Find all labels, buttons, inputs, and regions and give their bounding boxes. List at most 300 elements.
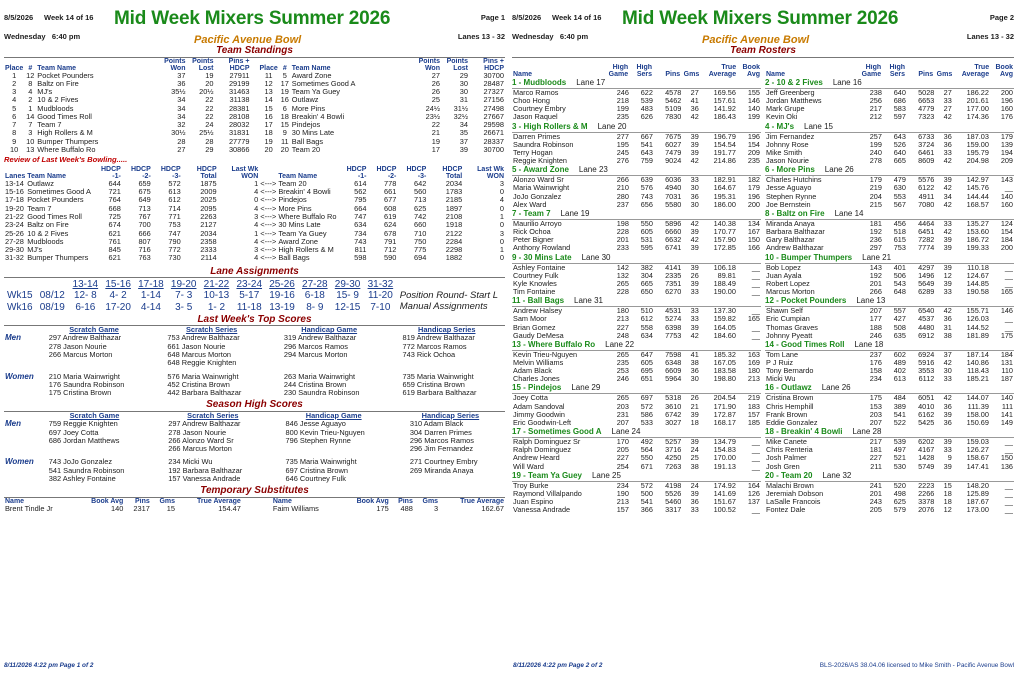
standings-col-header: Points Won xyxy=(418,57,440,72)
team-header xyxy=(512,210,761,220)
lane-prefix: Lane xyxy=(822,470,841,480)
roster-cell: 241 xyxy=(869,481,882,490)
score-group-label: Men xyxy=(5,420,21,429)
standings-cell: 30 xyxy=(459,79,468,88)
roster-cell: 253 xyxy=(616,367,629,376)
roster-cell: 520 xyxy=(893,481,906,490)
roster-cell: 26 xyxy=(690,394,699,403)
roster-cell: 215 xyxy=(869,200,882,209)
roster-cell: Darren Primes xyxy=(513,132,561,141)
roster-cell: 753 xyxy=(893,244,906,253)
roster-cell: 227 xyxy=(869,454,882,463)
standings-cell: Breakin' 4 Bowli xyxy=(291,112,345,121)
roster-table xyxy=(765,482,1014,515)
standings-cell: 8 xyxy=(12,129,17,138)
last-week-scores xyxy=(4,326,505,397)
score-entry: 296 Marcos Ramos xyxy=(409,436,474,445)
lanes-range: Lanes 13 - 32 xyxy=(966,32,1014,41)
roster-cell: __ xyxy=(751,446,760,455)
review-cell: 771 xyxy=(168,212,181,221)
roster-cell: 21 xyxy=(690,402,699,411)
score-entry: 192 Barbara Balthazar xyxy=(168,466,243,475)
roster-cell: 27 xyxy=(690,88,699,97)
standings-row xyxy=(259,138,506,146)
roster-row xyxy=(512,176,761,184)
subs-header-row xyxy=(4,498,505,505)
roster-cell: 651 xyxy=(640,375,653,384)
roster-cell: Tom Lane xyxy=(766,350,799,359)
team-header xyxy=(512,79,761,89)
rosters-right-column xyxy=(765,64,1014,514)
rosters-left-column xyxy=(512,64,761,514)
roster-cell: 144.07 xyxy=(966,394,989,403)
roster-cell: 5649 xyxy=(918,279,935,288)
review-row xyxy=(4,180,505,188)
roster-row xyxy=(765,359,1014,367)
roster-cell: 6733 xyxy=(918,132,935,141)
review-row xyxy=(4,246,505,254)
roster-cell: Jason Raquel xyxy=(513,113,558,122)
review-cell: 2333 xyxy=(200,246,217,255)
review-cell: <---> xyxy=(260,237,277,246)
roster-cell: 195.31 xyxy=(713,192,736,201)
roster-table xyxy=(512,89,761,122)
roster-cell: 144.52 xyxy=(966,323,989,332)
roster-cell: 141.92 xyxy=(713,105,736,114)
lane-pair-header: 17-18 xyxy=(138,279,164,291)
roster-cell: __ xyxy=(751,288,760,297)
roster-cell: 124 xyxy=(1000,219,1013,228)
roster-cell: 6348 xyxy=(665,358,682,367)
standings-cell: 13 xyxy=(264,88,273,97)
standings-cell: 20 xyxy=(280,146,289,155)
roster-cell: 18 xyxy=(690,418,699,427)
subs-col-header: Book Avg xyxy=(91,497,124,505)
roster-cell: 211 xyxy=(870,462,882,471)
review-cell: 2114 xyxy=(200,254,217,263)
review-cell: 4 xyxy=(254,204,259,213)
roster-cell: __ xyxy=(751,462,760,471)
score-entry: 686 Jordan Matthews xyxy=(48,436,120,445)
roster-cell: 5964 xyxy=(665,375,682,384)
roster-cell: 526 xyxy=(893,140,906,149)
roster-cell: 9024 xyxy=(665,157,682,166)
roster-cell: Mark Grupe xyxy=(766,105,805,114)
score-entry xyxy=(272,445,396,453)
roster-row xyxy=(765,264,1014,272)
roster-cell: Ralph Dominguez xyxy=(513,446,572,455)
roster-cell: 743 xyxy=(640,192,653,201)
score-row xyxy=(4,351,505,359)
roster-cell: 190.58 xyxy=(966,288,989,297)
review-col-header: HDCP -2- xyxy=(130,165,151,180)
score-entry: 176 Saundra Robinson xyxy=(48,380,125,389)
roster-cell: 165 xyxy=(747,315,760,324)
roster-cell: 164 xyxy=(747,481,760,490)
roster-row xyxy=(512,324,761,332)
standings-cell: Team 20 xyxy=(291,146,321,155)
standings-cell: 4 xyxy=(28,88,33,97)
standings-cell: 26 xyxy=(431,88,440,97)
roster-cell: Raymond Villalpando xyxy=(513,489,582,498)
roster-cell: 650 xyxy=(640,288,653,297)
roster-cell: __ xyxy=(1004,279,1013,288)
team-name: 11 - Ball Bags xyxy=(512,296,565,306)
score-entry: 297 Andrew Balthazar xyxy=(48,334,122,343)
standings-cell: 30700 xyxy=(483,71,504,80)
standings-cell: 9 xyxy=(282,129,287,138)
roster-cell: __ xyxy=(751,506,760,515)
score-entry: 297 Andrew Balthazar xyxy=(168,420,241,429)
roster-cell: 125.89 xyxy=(966,489,989,498)
team-lane xyxy=(822,471,851,480)
review-cell: 2298 xyxy=(445,246,463,255)
lane-number: 19 xyxy=(580,208,590,218)
score-col-header: Scratch Game xyxy=(69,326,119,335)
review-cell: <---> xyxy=(260,188,277,197)
standings-cell: 19 xyxy=(280,88,289,97)
review-cell: 31-32 xyxy=(5,254,24,263)
roster-cell: 7080 xyxy=(918,200,935,209)
roster-table xyxy=(512,133,761,166)
team-lane xyxy=(576,78,605,87)
standings-cell: 28032 xyxy=(228,121,250,130)
roster-cell: Brian Gomez xyxy=(513,323,556,332)
roster-table xyxy=(512,307,761,340)
roster-cell: Andrew Balthazar xyxy=(766,244,824,253)
lane-number: 13 xyxy=(876,296,886,306)
lane-prefix: Lane xyxy=(824,165,843,175)
page-2 xyxy=(509,0,1018,681)
roster-cell: 187.67 xyxy=(966,498,989,507)
team-name: 10 - Bumper Thumpers xyxy=(765,252,853,262)
standings-cell: 21 xyxy=(431,129,440,138)
standings-row xyxy=(259,105,506,113)
roster-cell: Sam Moor xyxy=(513,315,547,324)
roster-cell: 382 xyxy=(640,263,653,272)
score-row xyxy=(4,389,505,397)
venue-name: Pacific Avenue Bowl xyxy=(702,34,810,46)
lane-pair-header: 19-20 xyxy=(170,279,197,291)
standings-cell: 1 xyxy=(12,71,17,80)
roster-row xyxy=(512,506,761,514)
standings-cell: 30 Mins Late xyxy=(291,129,335,138)
score-entry: 697 Cristina Brown xyxy=(285,466,348,475)
roster-cell: LaSalle Francois xyxy=(766,498,821,507)
roster-row xyxy=(765,419,1014,427)
lane-pair: 7- 3 xyxy=(175,290,193,302)
last-week-title: Last Week's Top Scores xyxy=(4,314,505,327)
roster-cell: 140.38 xyxy=(713,219,736,228)
roster-cell: 500 xyxy=(640,489,653,498)
roster-cell: Eric Goodwin-Left xyxy=(513,418,571,427)
standings-cell: Team Ya Guey xyxy=(291,88,340,97)
roster-cell: 553 xyxy=(893,192,906,201)
lane-pair-header: 29-30 xyxy=(334,279,361,291)
roster-cell: 188 xyxy=(869,323,882,332)
lane-prefix: Lane xyxy=(854,339,873,349)
score-entry: 175 Cristina Brown xyxy=(48,389,112,398)
roster-cell: 6036 xyxy=(665,176,682,185)
team-lane xyxy=(833,78,862,87)
roster-cell: 686 xyxy=(893,97,906,106)
standings-cell: 34 xyxy=(177,104,186,113)
roster-cell: 36 xyxy=(943,418,952,427)
roster-row xyxy=(765,236,1014,244)
roster-cell: 4167 xyxy=(918,446,935,455)
lane-pair: 13-19 xyxy=(269,301,295,313)
roster-cell: 278 xyxy=(869,157,882,166)
score-col-header: Scratch Series xyxy=(187,411,239,420)
score-group-label: Men xyxy=(5,334,21,343)
standings-cell: 12 xyxy=(264,79,273,88)
roster-cell: 2076 xyxy=(918,506,935,515)
roster-cell: 4578 xyxy=(665,88,682,97)
roster-cell: 5318 xyxy=(665,394,682,403)
roster-cell: 187.14 xyxy=(966,350,989,359)
standings-title: Team Standings xyxy=(4,45,505,58)
standings-cell: 34 xyxy=(459,121,468,130)
review-cell: Pocket Pounders xyxy=(27,196,84,205)
roster-header xyxy=(512,64,761,78)
standings-cell: 31138 xyxy=(229,96,250,105)
roster-cell: 235 xyxy=(616,358,629,367)
roster-cell: 564 xyxy=(640,446,653,455)
roster-cell: Jim Fernandez xyxy=(766,132,815,141)
score-row xyxy=(4,458,505,466)
roster-cell: 141 xyxy=(1000,410,1013,419)
roster-cell: 39 xyxy=(690,489,699,498)
roster-cell: P J Ruiz xyxy=(766,358,794,367)
team-name: 5 - Award Zone xyxy=(512,165,569,175)
team-header xyxy=(765,472,1014,482)
roster-cell: Maria Wainwright xyxy=(513,184,570,193)
standings-cell: 25 xyxy=(431,96,440,105)
roster-cell: 27 xyxy=(943,105,952,114)
roster-cell: 5109 xyxy=(665,105,682,114)
review-cell: 4 xyxy=(254,188,259,197)
standings-cell: 22 xyxy=(205,112,214,121)
standings-cell: 35½ xyxy=(171,88,186,97)
roster-cell: 277 xyxy=(616,132,629,141)
standings-row xyxy=(4,121,251,129)
roster-cell: 185.21 xyxy=(966,375,989,384)
roster-cell: 42 xyxy=(943,157,952,166)
roster-table xyxy=(765,264,1014,297)
lane-date: 08/12 xyxy=(39,290,65,302)
standings-cell: 28108 xyxy=(228,112,250,121)
roster-cell: 168.57 xyxy=(966,200,989,209)
score-col-header: Scratch Game xyxy=(69,411,120,420)
roster-cell: 146 xyxy=(1000,307,1013,316)
roster-cell: 39 xyxy=(690,410,699,419)
roster-row xyxy=(512,288,761,296)
roster-table xyxy=(512,351,761,384)
roster-row xyxy=(765,438,1014,446)
roster-cell: 38 xyxy=(943,331,952,340)
roster-cell: 89.81 xyxy=(717,271,736,280)
standings-cell: 27 xyxy=(177,146,186,155)
standings-cell: 19 xyxy=(205,71,214,80)
roster-cell: 159.00 xyxy=(966,140,989,149)
subs-title: Temporary Substitutes xyxy=(4,485,505,498)
roster-cell: 567 xyxy=(893,200,906,209)
standings-cell: 7 xyxy=(12,121,17,130)
roster-row xyxy=(765,141,1014,149)
roster-cell: 42 xyxy=(690,236,699,245)
roster-cell: 166 xyxy=(747,244,760,253)
roster-row xyxy=(765,463,1014,471)
roster-cell: 4141 xyxy=(665,263,682,272)
roster-cell: 518 xyxy=(893,228,906,237)
roster-cell: 5462 xyxy=(665,97,682,106)
lane-number: 26 xyxy=(844,165,854,175)
roster-col-header: High Game xyxy=(608,64,629,78)
roster-cell: 179 xyxy=(869,176,882,185)
review-cell: 2263 xyxy=(200,212,217,221)
standings-cell: 34 xyxy=(177,112,186,121)
score-entry: 304 Darren Primes xyxy=(409,428,472,437)
roster-cell: 6270 xyxy=(665,288,682,297)
review-cell: Team Ya Guey xyxy=(278,229,327,238)
standings-cell: 5 xyxy=(282,71,287,80)
roster-cell: 157.61 xyxy=(713,97,736,106)
roster-row xyxy=(512,332,761,340)
roster-cell: 204.98 xyxy=(966,157,989,166)
roster-row xyxy=(512,272,761,280)
roster-cell: 665 xyxy=(893,157,906,166)
team-header xyxy=(512,384,761,394)
roster-cell: Eric Cumpian xyxy=(766,315,810,324)
roster-cell: Marco Ramos xyxy=(513,88,559,97)
review-cell: 0 xyxy=(499,204,504,213)
team-name: 8 - Baltz on Fire xyxy=(765,208,825,218)
roster-cell: 389 xyxy=(893,402,906,411)
roster-cell: 583 xyxy=(893,105,906,114)
team-header xyxy=(765,254,1014,264)
team-name: 19 - Team Ya Guey xyxy=(512,470,582,480)
roster-cell: 671 xyxy=(640,462,653,471)
standings-cell: 30 xyxy=(459,88,468,97)
roster-cell: 131 xyxy=(1000,358,1013,367)
review-cell: 2108 xyxy=(445,212,463,221)
roster-cell: Charles Hutchins xyxy=(766,176,822,185)
roster-cell: 4250 xyxy=(665,454,682,463)
roster-cell: Jesse Aguayo xyxy=(766,184,812,193)
subs-spacer xyxy=(242,498,272,505)
roster-cell: 615 xyxy=(893,236,906,245)
roster-cell: 196 xyxy=(747,132,760,141)
roster-cell: 530 xyxy=(893,462,906,471)
roster-cell: Robert Lopez xyxy=(766,279,810,288)
standings-cell: 7 xyxy=(28,121,33,130)
roster-row xyxy=(512,394,761,402)
roster-row xyxy=(765,482,1014,490)
lane-header-row xyxy=(4,279,505,290)
standings-col-header: Pins + HDCP xyxy=(483,57,504,72)
roster-cell: 521 xyxy=(893,454,906,463)
review-cell: Ball Bags xyxy=(278,254,310,263)
score-row xyxy=(4,467,505,475)
score-entry: 735 Maria Wainwright xyxy=(402,372,474,381)
roster-cell: 173.00 xyxy=(966,506,989,515)
roster-cell: Kyle Knowles xyxy=(513,279,557,288)
roster-cell: 207 xyxy=(869,307,882,316)
review-cell: 2127 xyxy=(200,221,217,230)
roster-cell: 172.85 xyxy=(713,244,736,253)
review-cell: Mudbloods xyxy=(27,237,64,246)
review-cell: 572 xyxy=(168,179,181,188)
roster-cell: 626 xyxy=(640,113,653,122)
roster-cell: 174.92 xyxy=(713,481,736,490)
roster-row xyxy=(512,149,761,157)
roster-row xyxy=(512,97,761,105)
roster-cell: 145.76 xyxy=(966,184,989,193)
roster-cell: __ xyxy=(1004,481,1013,490)
roster-cell: 39 xyxy=(690,244,699,253)
roster-cell: 179 xyxy=(747,184,760,193)
lane-prefix: Lane xyxy=(862,252,880,262)
roster-row xyxy=(765,498,1014,506)
standings-cell: Pocket Pounders xyxy=(37,71,94,80)
review-cell: 761 xyxy=(108,237,121,246)
review-cell: Pindejos xyxy=(278,196,307,205)
roster-row xyxy=(512,280,761,288)
roster-cell: 42 xyxy=(943,228,952,237)
standings-cell: Sometimes Good A xyxy=(291,79,356,88)
league-title: Mid Week Mixers Summer 2026 xyxy=(114,8,391,29)
review-col-header: HDCP -1- xyxy=(101,165,121,180)
score-entry: 157 Vanessa Andrade xyxy=(168,474,241,483)
roster-cell: 26 xyxy=(690,271,699,280)
roster-cell: 665 xyxy=(640,279,653,288)
roster-cell: 5896 xyxy=(665,219,682,228)
roster-cell: 192 xyxy=(869,228,882,237)
lane-number: 32 xyxy=(842,470,852,480)
standings-col-header: # xyxy=(28,64,33,72)
venue-name: Pacific Avenue Bowl xyxy=(194,34,302,46)
roster-cell: 7479 xyxy=(665,148,682,157)
roster-cell: __ xyxy=(1004,184,1013,193)
team-header xyxy=(512,254,761,264)
review-cell: 660 xyxy=(413,221,427,230)
roster-cell: 5526 xyxy=(665,489,682,498)
roster-col-header: High Sers xyxy=(889,64,905,78)
league-title: Mid Week Mixers Summer 2026 xyxy=(622,8,899,29)
score-row xyxy=(4,475,505,483)
review-cell: 666 xyxy=(138,229,151,238)
roster-row xyxy=(512,411,761,419)
roster-row xyxy=(765,490,1014,498)
score-entry: 263 Maria Wainwright xyxy=(283,372,356,381)
standings-row xyxy=(259,113,506,121)
lane-pair: 1-14 xyxy=(140,290,161,302)
lane-prefix: Lane xyxy=(591,470,610,480)
lane-prefix: Lane xyxy=(578,165,597,175)
roster-row xyxy=(765,411,1014,419)
review-cell: 713 xyxy=(138,204,151,213)
roster-cell: 39 xyxy=(690,323,699,332)
standings-cell: 2 xyxy=(28,96,33,105)
review-cell: <---> xyxy=(260,254,277,263)
page1-header xyxy=(4,0,505,46)
roster-cell: 236 xyxy=(869,236,882,245)
roster-row xyxy=(765,403,1014,411)
roster-cell: 572 xyxy=(640,402,653,411)
team-header xyxy=(765,384,1014,394)
roster-cell: 142.97 xyxy=(966,176,989,185)
review-cell: 743 xyxy=(354,237,367,246)
